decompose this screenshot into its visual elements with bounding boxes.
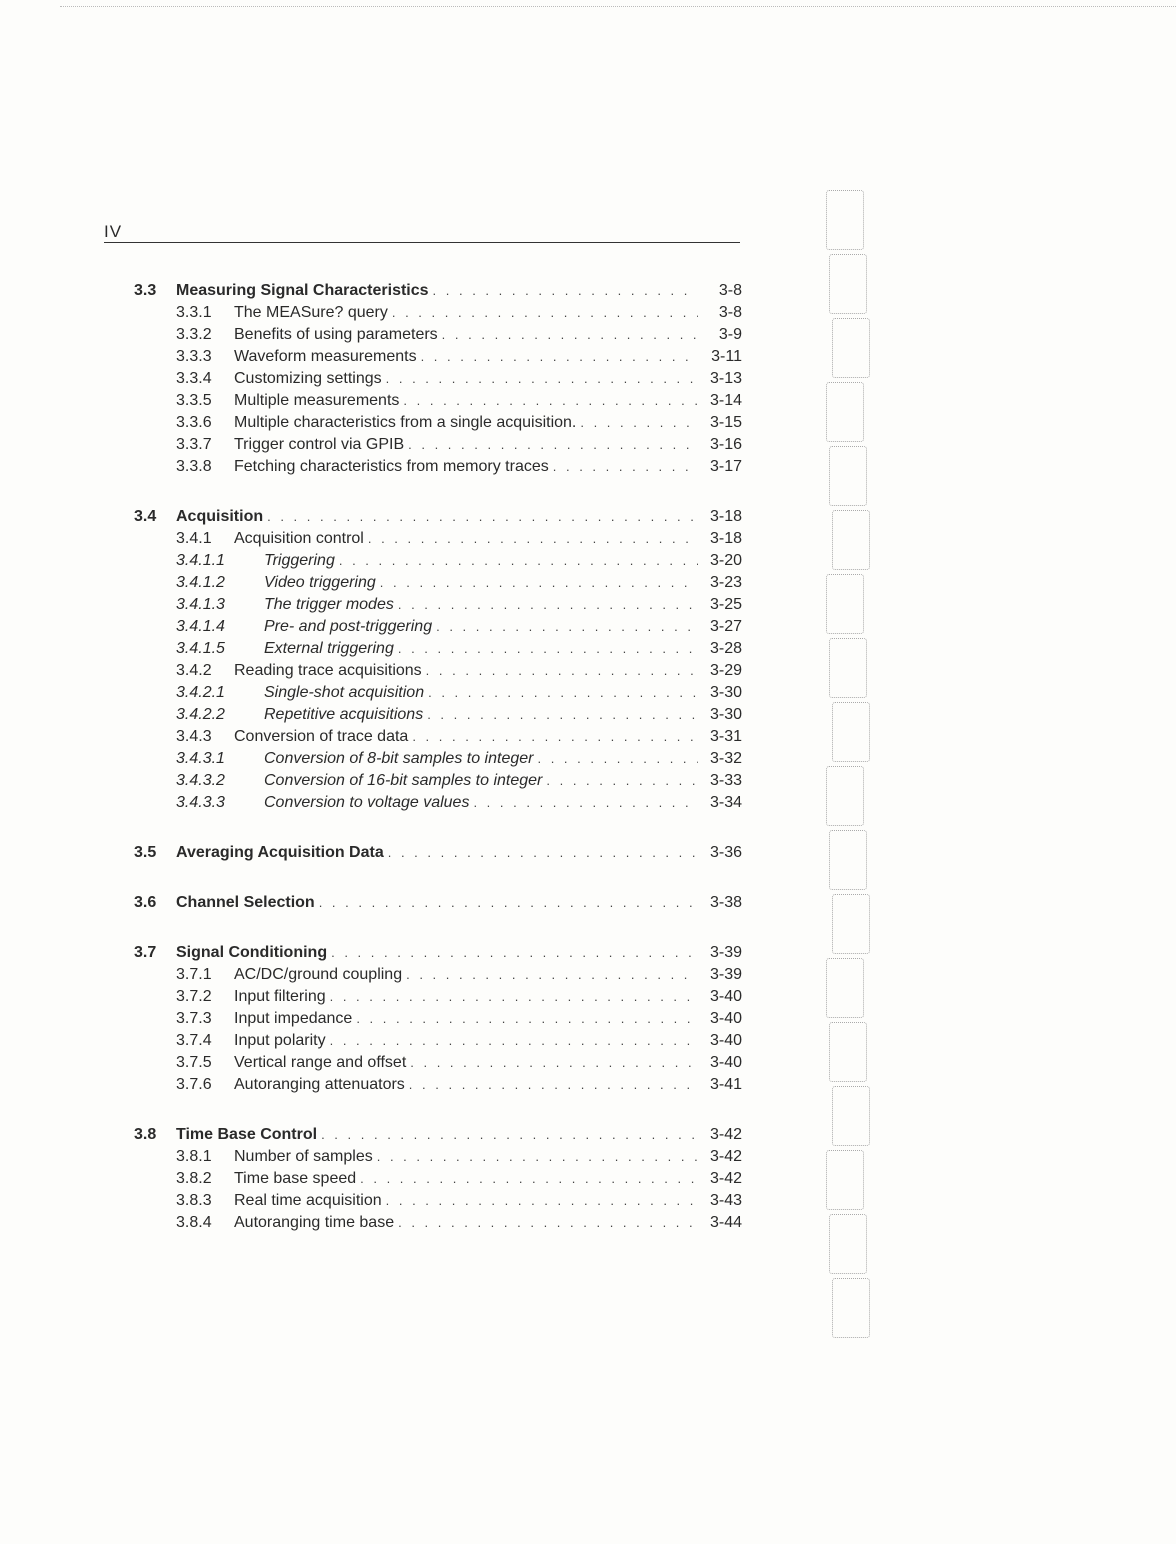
toc-entry-page: 3-18 — [709, 508, 742, 525]
toc-entry-number: 3.3.3 — [176, 348, 212, 365]
toc-entry-page: 3-11 — [711, 348, 742, 365]
toc-entry-number: 3.7.2 — [176, 988, 212, 1005]
toc-subsection-row[interactable] — [134, 726, 742, 748]
toc-entry-title: Averaging Acquisition Data — [176, 844, 384, 861]
toc-entry-page: 3-42 — [709, 1126, 742, 1143]
toc-entry-number: 3.5 — [134, 844, 157, 861]
toc-leader-dots — [398, 1212, 698, 1234]
toc-entry-page: 3-32 — [709, 750, 742, 767]
toc-entry-title: Input filtering — [234, 988, 326, 1005]
toc-section — [134, 280, 742, 478]
toc-leader-dots — [409, 1074, 698, 1096]
toc-subsection-row[interactable] — [134, 368, 742, 390]
toc-entry-title: Multiple characteristics from a single acquisition. — [234, 414, 577, 431]
toc-entry-page: 3-9 — [718, 326, 742, 343]
toc-entry-page: 3-17 — [709, 458, 742, 475]
toc-subsection-row[interactable] — [134, 1008, 742, 1030]
toc-entry-number: 3.4.2 — [176, 662, 212, 679]
toc-subsection-row[interactable] — [134, 456, 742, 478]
toc-leader-dots — [319, 892, 698, 914]
index-tab-outline — [829, 830, 867, 890]
toc-entry-title: Reading trace acquisitions — [234, 662, 422, 679]
toc-leader-dots — [360, 1168, 698, 1190]
index-tab-outline — [832, 702, 870, 762]
toc-entry-title: Time Base Control — [176, 1126, 318, 1143]
index-tab-outline — [826, 958, 864, 1018]
toc-leader-dots — [406, 964, 698, 986]
toc-entry-title: Conversion of trace data — [234, 728, 409, 745]
toc-entry-number: 3.3.5 — [176, 392, 212, 409]
toc-entry-title: Video triggering — [264, 574, 376, 591]
page-edge-line — [60, 6, 1176, 7]
index-tab-outline — [832, 894, 870, 954]
toc-leader-dots — [433, 280, 698, 302]
toc-leader-dots — [386, 1190, 698, 1212]
toc-subsection-row[interactable] — [134, 1052, 742, 1074]
toc-entry-number: 3.7.4 — [176, 1032, 212, 1049]
toc-entry-page: 3-31 — [709, 728, 742, 745]
toc-leader-dots — [426, 660, 698, 682]
toc-entry-page: 3-30 — [709, 684, 742, 701]
toc-entry-page: 3-33 — [709, 772, 742, 789]
toc-section-heading[interactable] — [134, 842, 742, 864]
toc-leader-dots — [580, 412, 698, 434]
toc-entry-title: Signal Conditioning — [176, 944, 328, 961]
toc-entry-title: The MEASure? query — [234, 304, 388, 321]
toc-entry-page: 3-23 — [709, 574, 742, 591]
toc-entry-title: Acquisition control — [234, 530, 364, 547]
toc-entry-page: 3-29 — [709, 662, 742, 679]
table-of-contents — [134, 280, 742, 1262]
toc-entry-title: Repetitive acquisitions — [264, 706, 424, 723]
toc-leader-dots — [537, 748, 698, 770]
toc-subsection-row[interactable] — [134, 528, 742, 550]
toc-leader-dots — [403, 390, 698, 412]
toc-entry-page: 3-44 — [709, 1214, 742, 1231]
toc-entry-number: 3.7 — [134, 944, 157, 961]
toc-subsection-row[interactable] — [134, 346, 742, 368]
toc-subsection-row[interactable] — [134, 1190, 742, 1212]
toc-subsection-row[interactable] — [134, 704, 742, 726]
toc-entry-title: Triggering — [264, 552, 335, 569]
toc-entry-title: Autoranging attenuators — [234, 1076, 405, 1093]
toc-subsection-row[interactable] — [134, 638, 742, 660]
toc-entry-page: 3-14 — [709, 392, 742, 409]
toc-entry-number: 3.4.3.3 — [176, 794, 225, 811]
toc-leader-dots — [398, 594, 698, 616]
index-tab-outline — [832, 318, 870, 378]
toc-subsection-row[interactable] — [134, 434, 742, 456]
toc-leader-dots — [380, 572, 698, 594]
toc-subsection-row[interactable] — [134, 792, 742, 814]
toc-leader-dots — [377, 1146, 698, 1168]
toc-leader-dots — [321, 1124, 698, 1146]
toc-entry-page: 3-42 — [709, 1148, 742, 1165]
toc-entry-title: Customizing settings — [234, 370, 382, 387]
toc-entry-page: 3-41 — [709, 1076, 742, 1093]
toc-entry-number: 3.7.3 — [176, 1010, 212, 1027]
toc-entry-number: 3.8.2 — [176, 1170, 212, 1187]
index-tab-outline — [832, 510, 870, 570]
toc-leader-dots — [436, 616, 698, 638]
toc-entry-number: 3.4.1.3 — [176, 596, 225, 613]
toc-entry-title: Pre- and post-triggering — [264, 618, 433, 635]
toc-subsection-row[interactable] — [134, 986, 742, 1008]
toc-entry-number: 3.8.3 — [176, 1192, 212, 1209]
toc-subsection-row[interactable] — [134, 964, 742, 986]
toc-entry-page: 3-18 — [709, 530, 742, 547]
toc-section — [134, 1124, 742, 1234]
toc-entry-page: 3-13 — [709, 370, 742, 387]
index-tab-outline — [832, 1278, 870, 1338]
toc-entry-number: 3.3.1 — [176, 304, 212, 321]
index-tab-outline — [832, 1086, 870, 1146]
toc-section-heading[interactable] — [134, 1124, 742, 1146]
toc-entry-page: 3-27 — [709, 618, 742, 635]
toc-entry-page: 3-34 — [709, 794, 742, 811]
index-tab-outline — [826, 766, 864, 826]
toc-leader-dots — [553, 456, 698, 478]
toc-subsection-row[interactable] — [134, 412, 742, 434]
toc-subsection-row[interactable] — [134, 682, 742, 704]
toc-entry-title: Benefits of using parameters — [234, 326, 438, 343]
toc-subsection-row[interactable] — [134, 302, 742, 324]
toc-subsection-row[interactable] — [134, 748, 742, 770]
toc-entry-number: 3.4.1 — [176, 530, 212, 547]
toc-entry-title: Conversion of 8-bit samples to integer — [264, 750, 534, 767]
toc-entry-title: Number of samples — [234, 1148, 373, 1165]
toc-entry-number: 3.7.1 — [176, 966, 212, 983]
toc-subsection-row[interactable] — [134, 390, 742, 412]
toc-entry-page: 3-39 — [709, 966, 742, 983]
toc-entry-number: 3.6 — [134, 894, 157, 911]
toc-entry-number: 3.4.2.1 — [176, 684, 225, 701]
index-tab-outline — [826, 574, 864, 634]
toc-entry-title: Time base speed — [234, 1170, 357, 1187]
toc-entry-page: 3-40 — [709, 1010, 742, 1027]
toc-entry-number: 3.4.1.5 — [176, 640, 225, 657]
toc-subsection-row[interactable] — [134, 324, 742, 346]
toc-entry-title: Conversion to voltage values — [264, 794, 470, 811]
toc-entry-number: 3.4.2.2 — [176, 706, 225, 723]
toc-subsection-row[interactable] — [134, 1168, 742, 1190]
toc-subsection-row[interactable] — [134, 1030, 742, 1052]
toc-entry-number: 3.3 — [134, 282, 157, 299]
toc-section-heading[interactable] — [134, 892, 742, 914]
toc-entry-number: 3.3.8 — [176, 458, 212, 475]
toc-entry-number: 3.4.3.2 — [176, 772, 225, 789]
toc-entry-page: 3-36 — [709, 844, 742, 861]
index-tab-outline — [829, 254, 867, 314]
toc-leader-dots — [392, 302, 698, 324]
toc-entry-page: 3-40 — [709, 988, 742, 1005]
toc-entry-page: 3-25 — [709, 596, 742, 613]
index-tab-outline — [826, 190, 864, 250]
toc-subsection-row[interactable] — [134, 1146, 742, 1168]
toc-leader-dots — [330, 986, 698, 1008]
toc-leader-dots — [368, 528, 698, 550]
toc-section-heading[interactable] — [134, 280, 742, 302]
toc-entry-title: External triggering — [264, 640, 394, 657]
toc-leader-dots — [442, 324, 698, 346]
toc-entry-title: Single-shot acquisition — [264, 684, 425, 701]
toc-entry-number: 3.4.3.1 — [176, 750, 225, 767]
toc-entry-title: Input polarity — [234, 1032, 326, 1049]
index-tab-outline — [829, 638, 867, 698]
toc-entry-page: 3-15 — [709, 414, 742, 431]
index-tab-outline — [829, 1214, 867, 1274]
toc-entry-title: Trigger control via GPIB — [234, 436, 405, 453]
toc-entry-title: Vertical range and offset — [234, 1054, 407, 1071]
toc-leader-dots — [421, 346, 698, 368]
toc-leader-dots — [427, 704, 698, 726]
toc-entry-title: AC/DC/ground coupling — [234, 966, 403, 983]
toc-entry-number: 3.3.4 — [176, 370, 212, 387]
toc-leader-dots — [408, 434, 698, 456]
toc-leader-dots — [412, 726, 698, 748]
toc-entry-page: 3-20 — [709, 552, 742, 569]
toc-entry-title: Input impedance — [234, 1010, 353, 1027]
toc-entry-title: Waveform measurements — [234, 348, 417, 365]
toc-entry-number: 3.8.4 — [176, 1214, 212, 1231]
toc-leader-dots — [386, 368, 698, 390]
index-tab-marks — [820, 160, 890, 1340]
toc-entry-title: Channel Selection — [176, 894, 315, 911]
toc-entry-page: 3-43 — [709, 1192, 742, 1209]
toc-leader-dots — [388, 842, 698, 864]
toc-entry-number: 3.4.3 — [176, 728, 212, 745]
toc-leader-dots — [473, 792, 698, 814]
toc-entry-title: Acquisition — [176, 508, 264, 525]
toc-leader-dots — [331, 942, 698, 964]
toc-section — [134, 942, 742, 1096]
toc-entry-number: 3.4.1.2 — [176, 574, 225, 591]
toc-entry-page: 3-38 — [709, 894, 742, 911]
toc-section — [134, 892, 742, 914]
toc-subsection-row[interactable] — [134, 550, 742, 572]
toc-subsection-row[interactable] — [134, 1212, 742, 1234]
toc-section-heading[interactable] — [134, 942, 742, 964]
toc-entry-title: Measuring Signal Characteristics — [176, 282, 429, 299]
toc-entry-number: 3.3.2 — [176, 326, 212, 343]
toc-entry-page: 3-8 — [718, 282, 742, 299]
toc-leader-dots — [356, 1008, 698, 1030]
toc-section — [134, 842, 742, 864]
index-tab-outline — [829, 446, 867, 506]
toc-subsection-row[interactable] — [134, 1074, 742, 1096]
toc-entry-page: 3-39 — [709, 944, 742, 961]
toc-leader-dots — [330, 1030, 698, 1052]
index-tab-outline — [829, 1022, 867, 1082]
toc-entry-title: Autoranging time base — [234, 1214, 395, 1231]
index-tab-outline — [826, 1150, 864, 1210]
toc-subsection-row[interactable] — [134, 594, 742, 616]
toc-section — [134, 506, 742, 814]
toc-entry-page: 3-30 — [709, 706, 742, 723]
toc-entry-title: Real time acquisition — [234, 1192, 382, 1209]
toc-leader-dots — [339, 550, 698, 572]
toc-entry-number: 3.7.5 — [176, 1054, 212, 1071]
toc-entry-page: 3-40 — [709, 1054, 742, 1071]
toc-entry-number: 3.4.1.4 — [176, 618, 225, 635]
toc-leader-dots — [410, 1052, 698, 1074]
toc-entry-page: 3-42 — [709, 1170, 742, 1187]
toc-entry-page: 3-16 — [709, 436, 742, 453]
toc-subsection-row[interactable] — [134, 660, 742, 682]
page-header — [104, 224, 740, 243]
toc-subsection-row[interactable] — [134, 572, 742, 594]
toc-leader-dots — [428, 682, 698, 704]
toc-section-heading[interactable] — [134, 506, 742, 528]
toc-entry-number: 3.7.6 — [176, 1076, 212, 1093]
toc-subsection-row[interactable] — [134, 616, 742, 638]
toc-entry-number: 3.3.7 — [176, 436, 212, 453]
toc-entry-number: 3.4.1.1 — [176, 552, 225, 569]
index-tab-outline — [826, 382, 864, 442]
toc-entry-title: The trigger modes — [264, 596, 394, 613]
toc-leader-dots — [398, 638, 698, 660]
toc-leader-dots — [546, 770, 698, 792]
toc-entry-number: 3.4 — [134, 508, 157, 525]
toc-entry-page: 3-40 — [709, 1032, 742, 1049]
toc-entry-number: 3.8 — [134, 1126, 157, 1143]
toc-entry-title: Fetching characteristics from memory traces — [234, 458, 549, 475]
toc-subsection-row[interactable] — [134, 770, 742, 792]
toc-entry-title: Multiple measurements — [234, 392, 400, 409]
toc-leader-dots — [267, 506, 698, 528]
toc-entry-number: 3.8.1 — [176, 1148, 212, 1165]
toc-entry-page: 3-8 — [718, 304, 742, 321]
page-number-label: IV — [104, 222, 123, 241]
toc-entry-number: 3.3.6 — [176, 414, 212, 431]
toc-entry-page: 3-28 — [709, 640, 742, 657]
toc-entry-title: Conversion of 16-bit samples to integer — [264, 772, 543, 789]
